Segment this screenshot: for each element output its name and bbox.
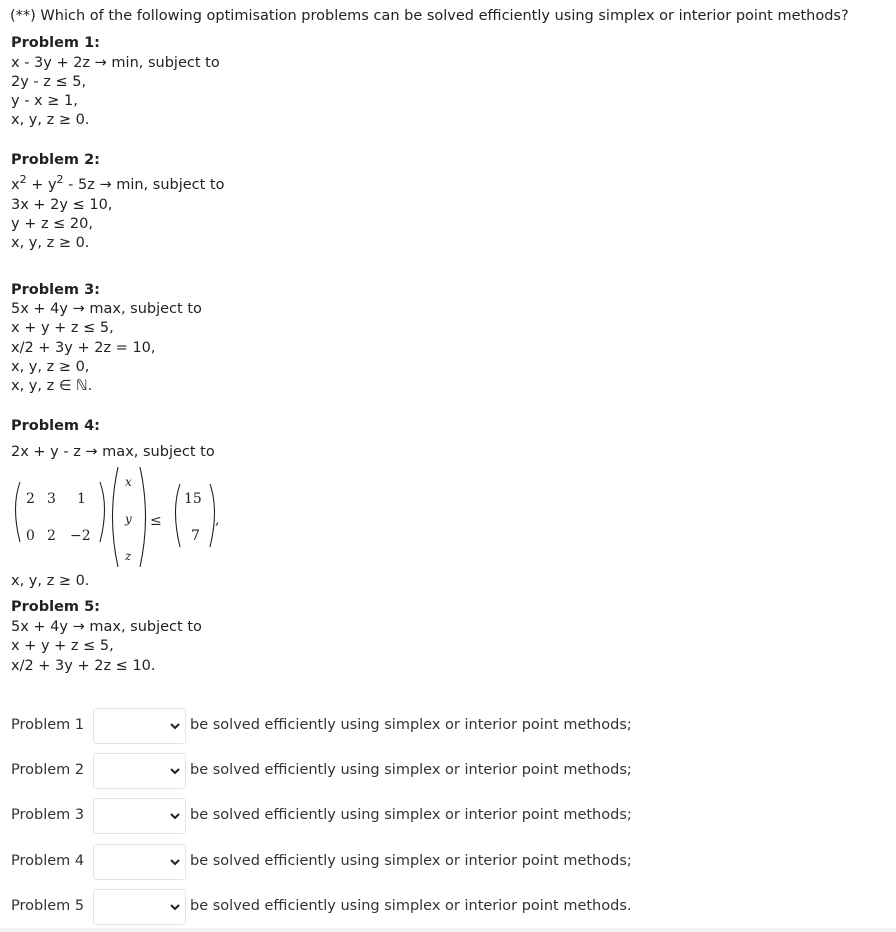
- answer-suffix: be solved efficiently using simplex or interior point methods;: [190, 807, 632, 823]
- answer-row-problem-4: [0, 844, 896, 882]
- relation-symbol: ≤: [150, 513, 162, 529]
- problem-1-dropdown[interactable]: [93, 708, 186, 744]
- answer-label: Problem 4: [11, 853, 85, 869]
- answer-row-problem-5: [0, 889, 896, 927]
- matrix-cell: 2: [47, 528, 56, 544]
- problem-5-objective: 5x + 4y → max, subject to: [11, 619, 202, 635]
- problem-5-constraint: x/2 + 3y + 2z ≤ 10.: [11, 658, 156, 674]
- problem-1-objective: x - 3y + 2z → min, subject to: [11, 55, 220, 71]
- problem-2-constraint: y + z ≤ 20,: [11, 216, 93, 232]
- chevron-down-icon: [169, 721, 181, 731]
- answer-label: Problem 5: [11, 898, 85, 914]
- matrix-cell: 0: [26, 528, 35, 544]
- answer-row-problem-1: [0, 708, 896, 746]
- rhs-value: 7: [191, 528, 200, 544]
- objective-term-x: x: [11, 177, 20, 193]
- rhs-right-paren: [210, 484, 215, 547]
- problem-3-constraint: x + y + z ≤ 5,: [11, 320, 114, 336]
- problem-3-dropdown[interactable]: [93, 798, 186, 834]
- answer-row-problem-3: [0, 798, 896, 836]
- vector-variable: x: [125, 475, 132, 489]
- chevron-down-icon: [169, 766, 181, 776]
- chevron-down-icon: [169, 811, 181, 821]
- answer-row-problem-2: [0, 753, 896, 791]
- problem-2-objective: [11, 173, 225, 195]
- answer-label: Problem 3: [11, 807, 85, 823]
- problem-2-constraint: x, y, z ≥ 0.: [11, 235, 90, 251]
- problem-1-constraint: x, y, z ≥ 0.: [11, 112, 90, 128]
- problem-5-title: Problem 5:: [11, 599, 100, 615]
- rhs-value: 15: [184, 491, 202, 507]
- problem-3-objective: 5x + 4y → max, subject to: [11, 301, 202, 317]
- bottom-divider: [0, 928, 896, 932]
- trailing-comma: ,: [215, 512, 220, 528]
- problem-4-title: Problem 4:: [11, 418, 100, 434]
- exponent: 2: [19, 173, 27, 186]
- answer-suffix: be solved efficiently using simplex or interior point methods.: [190, 898, 632, 914]
- problem-1-title: Problem 1:: [11, 35, 100, 51]
- problem-2-constraint: 3x + 2y ≤ 10,: [11, 197, 113, 213]
- matrix-right-paren: [100, 482, 105, 542]
- matrix-cell: 1: [77, 491, 86, 507]
- problem-2-title: Problem 2:: [11, 152, 100, 168]
- objective-term-y: + y: [26, 177, 57, 193]
- vector-variable: y: [125, 512, 132, 526]
- exponent: 2: [56, 173, 64, 186]
- matrix-cell: −2: [70, 528, 91, 544]
- matrix-cell: 3: [47, 491, 56, 507]
- matrix-inequality-graphic: [8, 463, 233, 573]
- problem-5-dropdown[interactable]: [93, 889, 186, 925]
- chevron-down-icon: [169, 902, 181, 912]
- answer-suffix: be solved efficiently using simplex or interior point methods;: [190, 762, 632, 778]
- problem-3-constraint: x, y, z ∈ ℕ.: [11, 378, 93, 394]
- problem-3-constraint: x, y, z ≥ 0,: [11, 359, 90, 375]
- answer-label: Problem 2: [11, 762, 85, 778]
- vector-left-paren: [113, 467, 119, 567]
- problem-3-constraint: x/2 + 3y + 2z = 10,: [11, 340, 156, 356]
- problem-2-dropdown[interactable]: [93, 753, 186, 789]
- problem-1-constraint: y - x ≥ 1,: [11, 93, 78, 109]
- chevron-down-icon: [169, 857, 181, 867]
- answer-label: Problem 1: [11, 717, 85, 733]
- rhs-left-paren: [176, 484, 181, 547]
- problem-3-title: Problem 3:: [11, 282, 100, 298]
- answer-suffix: be solved efficiently using simplex or interior point methods;: [190, 717, 632, 733]
- answer-suffix: be solved efficiently using simplex or interior point methods;: [190, 853, 632, 869]
- vector-variable: z: [125, 549, 132, 563]
- objective-rest: - 5z → min, subject to: [63, 177, 225, 193]
- question-text: (**) Which of the following optimisation problems can be solved efficiently using simplex or interior point methods?: [10, 8, 849, 24]
- problem-4-constraint: x, y, z ≥ 0.: [11, 573, 90, 589]
- problem-4-matrix-inequality: [8, 463, 233, 573]
- vector-right-paren: [140, 467, 146, 567]
- problem-5-constraint: x + y + z ≤ 5,: [11, 638, 114, 654]
- problem-1-constraint: 2y - z ≤ 5,: [11, 74, 87, 90]
- matrix-left-paren: [16, 482, 21, 542]
- problem-4-objective: 2x + y - z → max, subject to: [11, 444, 215, 460]
- problem-4-dropdown[interactable]: [93, 844, 186, 880]
- matrix-cell: 2: [26, 491, 35, 507]
